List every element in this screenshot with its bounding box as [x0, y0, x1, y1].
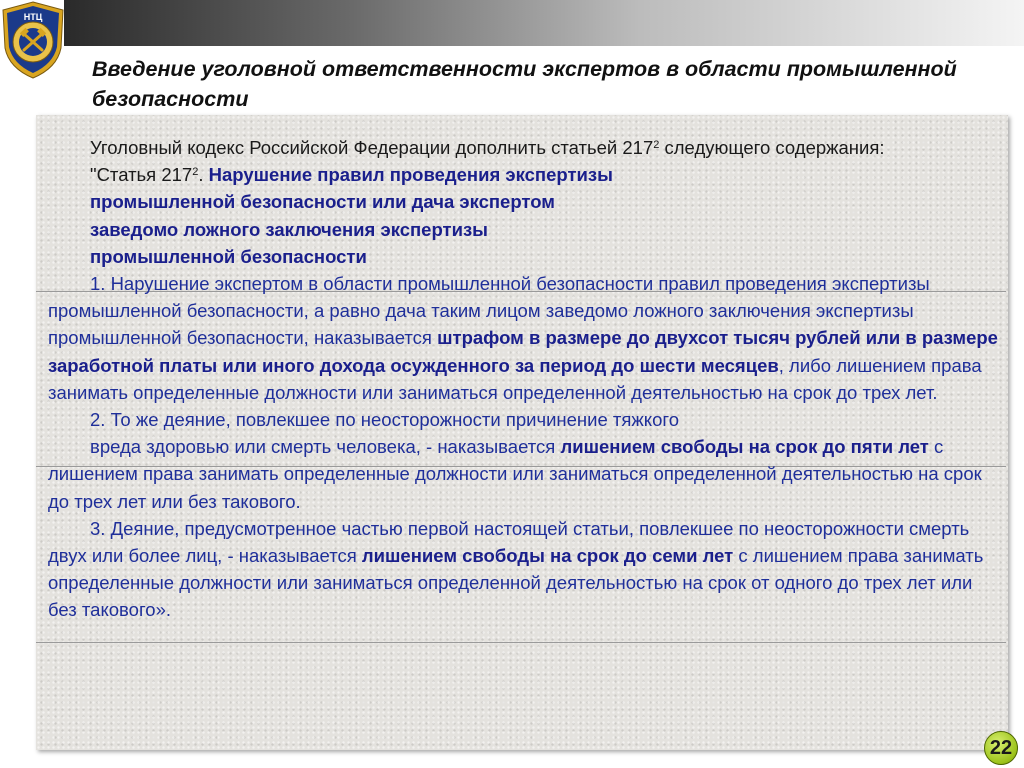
- header-gradient-bar: [64, 0, 1024, 46]
- ntc-shield-logo: [0, 0, 66, 80]
- content-panel: [36, 115, 1008, 750]
- article-heading: "Статья $217^2$. Нарушение правил проведения экспертизы: [90, 164, 613, 186]
- article-title-line: промышленной безопасности или дача экспертом: [90, 191, 555, 213]
- divider-line: [36, 642, 1006, 643]
- law-text: [48, 134, 998, 624]
- article-title-line: промышленной безопасности: [90, 245, 367, 267]
- item-1-paragraph: 1. Нарушение экспертом в области промышленной безопасности правил проведения экспертизы промышленной безопасности, а равно дача таким лицом заведомо ложного заключения экспертизы промышленной безопасности, наказывается штрафом в размере до двухсот тысяч рублей или в размере заработной платы или иного дохода осужденного за период до шести месяцев, либо лишением права занимать определенные должности или заниматься определенной деятельностью на срок до трех лет.: [48, 273, 998, 403]
- intro-paragraph: Уголовный кодекс Российской Федерации дополнить статьей $217^2$ следующего содержания:: [90, 137, 885, 158]
- item-3-paragraph: 3. Деяние, предусмотренное частью первой настоящей статьи, повлекшее по неосторожности смерть двух или более лиц, - наказывается лишением свободы на срок до семи лет с лишением права занимать определенные должности или заниматься определенной деятельностью на срок от одного до трех лет или без такового».: [48, 517, 984, 621]
- item-2-paragraph: вреда здоровью или смерть человека, - наказывается лишением свободы на срок до пяти лет с лишением права занимать определенные должности или заниматься определенной деятельностью на срок до трех лет или без такового.: [48, 436, 982, 512]
- article-title-line: заведомо ложного заключения экспертизы: [90, 218, 488, 240]
- item-2-line-1: 2. То же деяние, повлекшее по неосторожности причинение тяжкого: [90, 409, 680, 431]
- slide-title: Введение уголовной ответственности экспертов в области промышленной безопасности: [92, 57, 957, 111]
- logo-text: НТЦ: [23, 12, 43, 22]
- page-number-badge: 22: [984, 731, 1018, 765]
